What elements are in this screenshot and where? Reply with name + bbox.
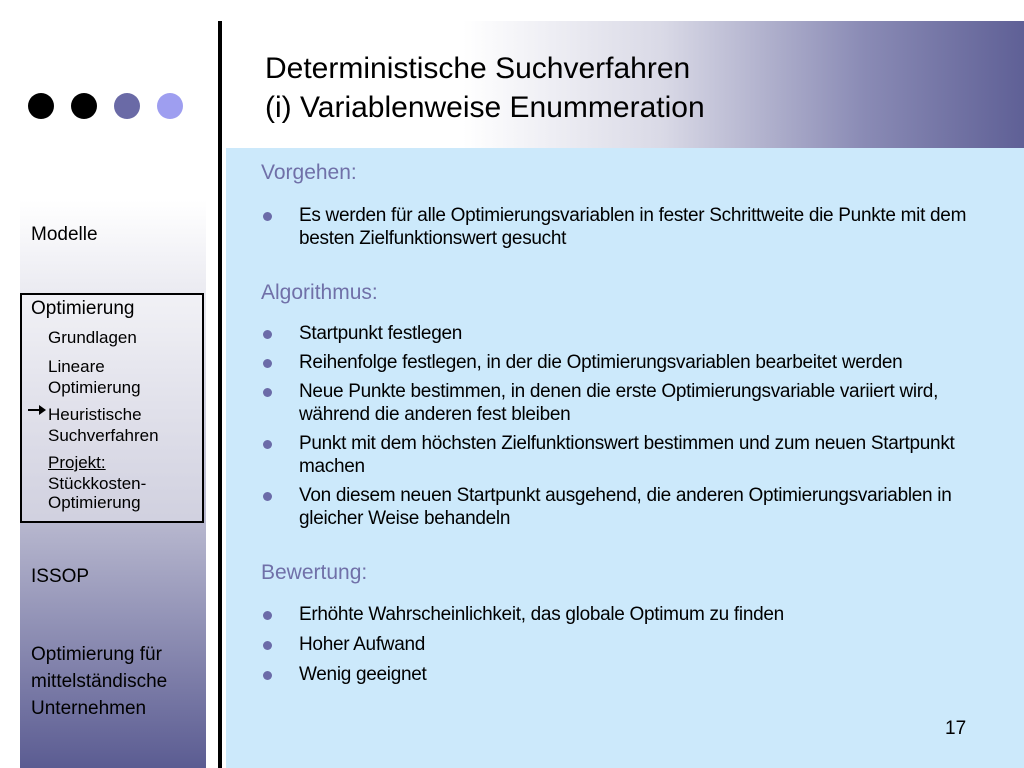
dot-2 xyxy=(71,93,97,119)
nav-subitem-lineare-line2[interactable]: Optimierung xyxy=(48,378,141,397)
nav-item-optimierung[interactable]: Optimierung xyxy=(31,298,135,319)
heading-algorithmus: Algorithmus: xyxy=(261,281,378,304)
list-bewertung xyxy=(263,603,1003,686)
bullet-icon xyxy=(263,671,272,680)
bullet-icon xyxy=(263,641,272,650)
dot-1 xyxy=(28,93,54,119)
list-item-text: Wenig geeignet xyxy=(299,664,427,685)
dot-4 xyxy=(157,93,183,119)
bullet-icon xyxy=(263,388,272,397)
nav-item-mittelstand-line1: Optimierung für xyxy=(31,644,162,665)
slide-title-line1: Deterministische Suchverfahren xyxy=(265,52,691,85)
list-item xyxy=(263,322,1003,345)
nav-subitem-stueckkosten-line2[interactable]: Optimierung xyxy=(48,493,141,512)
nav-item-mittelstand-line2: mittelständische xyxy=(31,671,168,692)
nav-subitem-heuristische-line2[interactable]: Suchverfahren xyxy=(48,426,159,445)
list-vorgehen xyxy=(263,204,1003,250)
list-item-text: Reihenfolge festlegen, in der die Optimierungsvariablen bearbeitet werden xyxy=(299,352,903,373)
list-item-text: Startpunkt festlegen xyxy=(299,323,462,344)
nav-item-issop[interactable]: ISSOP xyxy=(31,566,90,587)
nav-item-mittelstand[interactable] xyxy=(31,641,167,722)
list-item xyxy=(263,432,1003,478)
nav-item-mittelstand-line3: Unternehmen xyxy=(31,698,147,719)
list-item xyxy=(263,351,1003,374)
heading-vorgehen: Vorgehen: xyxy=(261,161,357,184)
nav-item-modelle[interactable]: Modelle xyxy=(31,224,98,245)
list-item xyxy=(263,663,1003,686)
arrow-right-icon xyxy=(28,404,46,416)
bullet-icon xyxy=(263,440,272,449)
list-item xyxy=(263,633,1003,656)
list-item-text: Es werden für alle Optimierungsvariablen in fester Schrittweite die Punkte mit dem besten Zielfunktionswert gesucht xyxy=(299,205,967,249)
bullet-icon xyxy=(263,611,272,620)
bullet-icon xyxy=(263,212,272,221)
list-item-text: Hoher Aufwand xyxy=(299,634,426,655)
nav-subitem-projekt[interactable]: Projekt: xyxy=(48,453,106,472)
nav-subitem-heuristische-line1[interactable]: Heuristische xyxy=(48,405,142,424)
list-item xyxy=(263,484,1003,530)
nav-subitem-stueckkosten-line1[interactable]: Stückkosten- xyxy=(48,474,147,493)
bullet-icon xyxy=(263,330,272,339)
nav-subitem-grundlagen[interactable]: Grundlagen xyxy=(48,328,137,347)
list-item xyxy=(263,603,1003,626)
list-item-text: Erhöhte Wahrscheinlichkeit, das globale Optimum zu finden xyxy=(299,604,784,625)
slide-title-line2: (i) Variablenweise Enummeration xyxy=(265,91,705,124)
list-algorithmus xyxy=(263,322,1003,530)
list-item xyxy=(263,380,1003,426)
list-item xyxy=(263,204,1003,250)
slide-title xyxy=(265,49,705,127)
heading-bewertung: Bewertung: xyxy=(261,561,368,584)
list-item-text: Von diesem neuen Startpunkt ausgehend, die anderen Optimierungsvariablen in gleicher Weise behandeln xyxy=(299,485,952,529)
dot-3 xyxy=(114,93,140,119)
list-item-text: Neue Punkte bestimmen, in denen die erste Optimierungsvariable variiert wird, während die anderen fest bleiben xyxy=(299,381,939,425)
list-item-text: Punkt mit dem höchsten Zielfunktionswert bestimmen und zum neuen Startpunkt machen xyxy=(299,433,955,477)
page-number: 17 xyxy=(945,718,967,739)
bullet-icon xyxy=(263,492,272,501)
bullet-icon xyxy=(263,359,272,368)
nav-subitem-lineare-line1[interactable]: Lineare xyxy=(48,357,105,376)
